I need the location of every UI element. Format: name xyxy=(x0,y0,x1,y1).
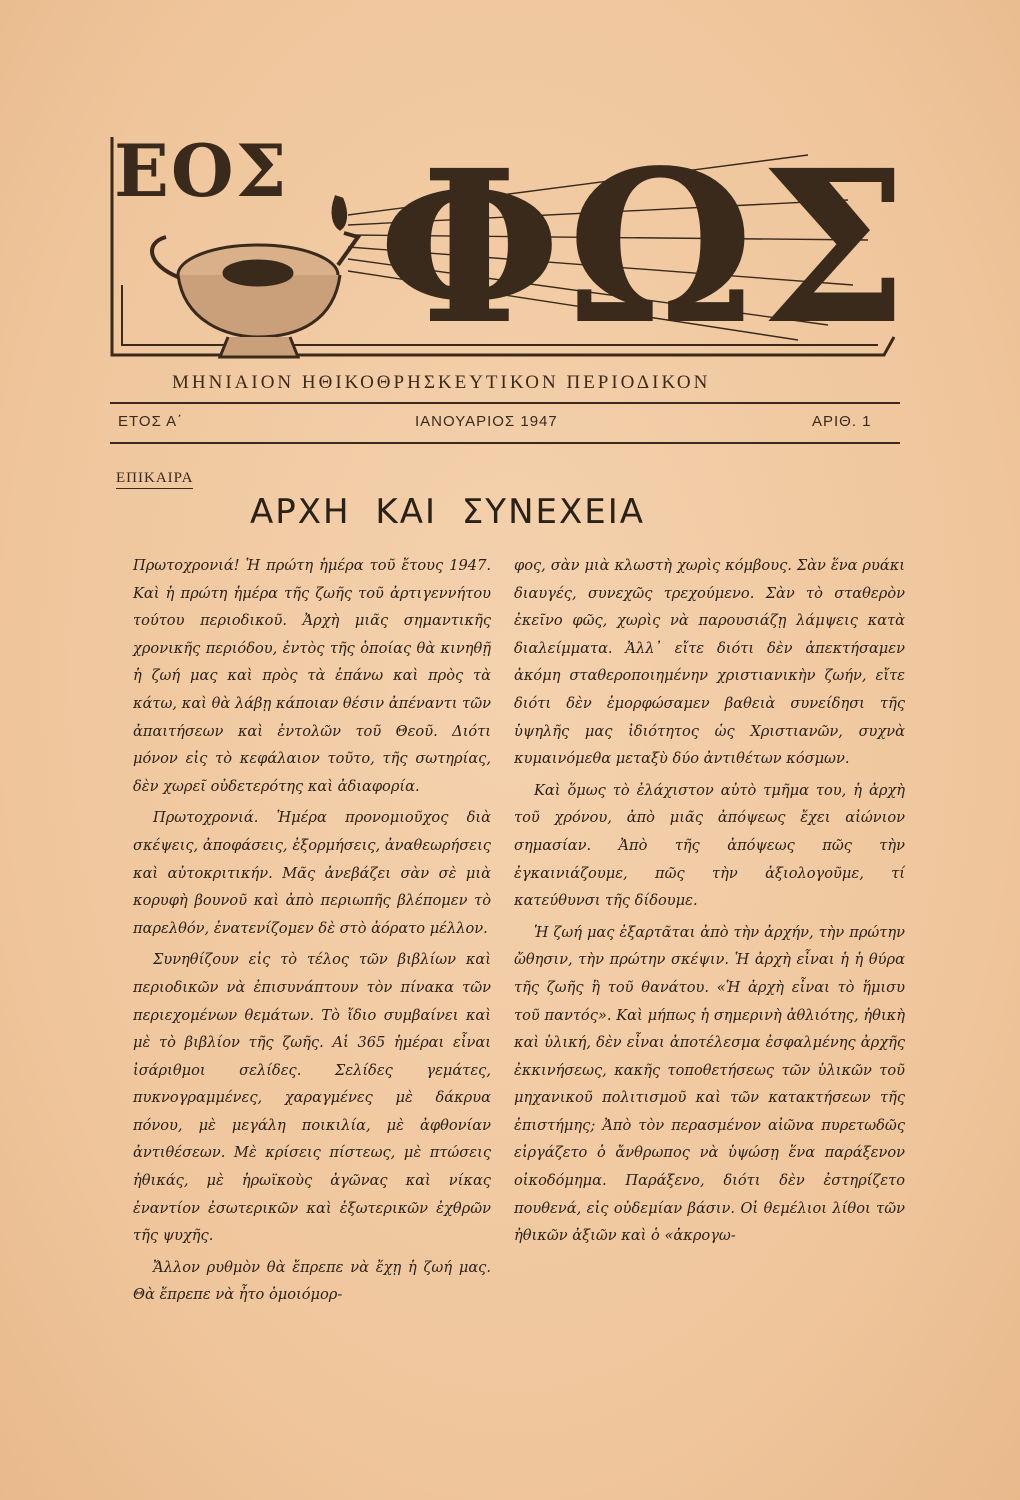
paragraph: φος, σὰν μιὰ κλωστὴ χωρὶς κόμβους. Σὰν ἕνα ρυάκι διαυγές, συνεχῶς τρεχούμενο. Σὰν τὸ σταθερὸν ἐκεῖνο φῶς, χωρὶς νὰ παρουσιάζῃ λάμψεις κατὰ διαλείμματα. Ἀλλ᾿ εἴτε διότι δὲν ἀπεκτήσαμεν ἀκόμη σταθεροποιημένην χριστιανικὴν ζωήν, εἴτε διότι δὲν ἐμορφώσαμεν βαθειὰ συνείδησι τῆς ὑψηλῆς μας ἰδιότητος ὡς Χριστιανῶν, συχνὰ κυμαινόμεθα μεταξὺ δύο ἀντιθέτων κόσμων. xyxy=(514,557,905,768)
logo-big-title: ΦΩΣ xyxy=(378,124,915,371)
issue-number: ΑΡΙΘ. 1 xyxy=(812,413,872,430)
section-label: ΕΠΙΚΑΙΡΑ xyxy=(116,470,193,489)
paragraph: Πρωτοχρονιά! Ἡ πρώτη ἡμέρα τοῦ ἔτους 1947. Καὶ ἡ πρώτη ἡμέρα τῆς ζωῆς τοῦ ἀρτιγεννήτου τούτου περιοδικοῦ. Ἀρχὴ μιᾶς σημαντικῆς χρονικῆς περιόδου, ἐντὸς τῆς ὁποίας θὰ κινηθῇ ἡ ζωή μας καὶ πρὸς τὰ ἐπάνω καὶ πρὸς τὰ κάτω, καὶ θὰ λάβῃ κάποιαν θέσιν ἀπέναντι τῶν ἀπαιτήσεων καὶ ἐντολῶν τοῦ Θεοῦ. Διότι μόνον εἰς τὸ κεφάλαιον τοῦτο, τῆς σωτηρίας, δὲν χωρεῖ οὐδετερότης καὶ ἀδιαφορία. xyxy=(133,557,491,795)
paragraph: Καὶ ὅμως τὸ ἐλάχιστον αὐτὸ τμῆμα του, ἡ ἀρχὴ τοῦ χρόνου, ἀπὸ μιᾶς ἀπόψεως ἔχει αἰώνιον σημασίαν. Ἀπὸ τῆς ἀπόψεως πῶς τὴν ἐγκαινιάζουμε, πῶς τὴν ἀξιολογοῦμε, τί κατεύθυνσι τῆς δίδουμε. xyxy=(514,781,905,910)
divider-top xyxy=(110,402,900,404)
paragraph: Πρωτοχρονιά. Ἡμέρα προνομιοῦχος διὰ σκέψεις, ἀποφάσεις, ἐξορμήσεις, ἀναθεωρήσεις καὶ αὐτοκριτικήν. Μᾶς ἀνεβάζει σὰν σὲ μιὰ κορυφὴ βουνοῦ καὶ ἀπὸ περιωπῆς βλέπομεν τὸ παρελθόν, ἐνατενίζομεν δὲ στὸ ἀόρατο μέλλον. xyxy=(133,809,491,937)
paragraph: Συνηθίζουν εἰς τὸ τέλος τῶν βιβλίων καὶ περιοδικῶν νὰ ἐπισυνάπτουν τὸν πίνακα τῶν περιεχομένων θεμάτων. Τὸ ἴδιο συμβαίνει καὶ μὲ τὸ βιβλίον τῆς ζωῆς. Αἱ 365 ἡμέραι εἶναι ἰσάριθμοι σελίδες. Σελίδες γεμάτες, πυκνογραμμένες, χαραγμένες μὲ δάκρυα πόνου, μὲ μεγάλη ποικιλία, μὲ ἀφθονίαν ἀντιθέσεων. Μὲ κρίσεις πίστεως, μὲ πτώσεις ἠθικάς, μὲ ἡρωϊκοὺς ἀγῶνας καὶ νίκας ἐναντίον ἐσωτερικῶν καὶ ἐξωτερικῶν ἐχθρῶν τῆς ψυχῆς. xyxy=(133,951,491,1245)
article-column-left xyxy=(133,552,491,1313)
issue-year: ΕΤΟΣ Α΄ xyxy=(118,413,184,430)
paragraph: Ἡ ζωή μας ἐξαρτᾶται ἀπὸ τὴν ἀρχήν, τὴν πρώτην ὤθησιν, τὴν πρώτην σκέψιν. Ἡ ἀρχὴ εἶναι ἡ ἡ θύρα τῆς ζωῆς ἢ τοῦ θανάτου. «Ἡ ἀρχὴ εἶναι τὸ ἥμισυ τοῦ παντός». Καὶ μήπως ἡ σημερινὴ ἀθλιότης, ἠθικὴ καὶ ὑλική, δὲν εἶναι ἀποτέλεσμα ἐσφαλμένης ἀρχῆς ἐκκινήσεως, κακῆς τοποθετήσεως τῶν ὑλικῶν τοῦ μηχανικοῦ πολιτισμοῦ καὶ τῶν κατακτήσεων τῆς ἐπιστήμης; Ἀπὸ τὸν περασμένον αἰῶνα πυρετωδῶς εἰργάζετο ὁ ἄνθρωπος νὰ ὑψώσῃ ἕνα παράξενον οἰκοδόμημα. Παράξενο, διότι δὲν ἐστηρίζετο πουθενά, εἰς οὐδεμίαν βάσιν. Οἱ θεμέλιοι λίθοι τῶν ἠθικῶν ἀξιῶν καὶ ὁ «ἀκρογω- xyxy=(514,923,905,1245)
oil-lamp-icon xyxy=(152,197,358,357)
paragraph: Ἄλλον ρυθμὸν θὰ ἔπρεπε νὰ ἔχῃ ἡ ζωή μας. Θὰ ἔπρεπε νὰ ἦτο ὁμοιόμορ- xyxy=(133,1258,491,1304)
article-title: ΑΡΧΗ ΚΑΙ ΣΥΝΕΧΕΙΑ xyxy=(250,492,646,532)
issue-date: ΙΑΝΟΥΑΡΙΟΣ 1947 xyxy=(415,413,558,430)
masthead-subtitle: ΜΗΝΙΑΙΟΝ ΗΘΙΚΟΘΡΗΣΚΕΥΤΙΚΟΝ ΠΕΡΙΟΔΙΚΟΝ xyxy=(172,372,711,393)
divider-bottom xyxy=(110,442,900,444)
masthead xyxy=(108,124,915,385)
logo-small-title: ΕΟΣ xyxy=(114,128,289,213)
article-column-right xyxy=(514,552,905,1254)
